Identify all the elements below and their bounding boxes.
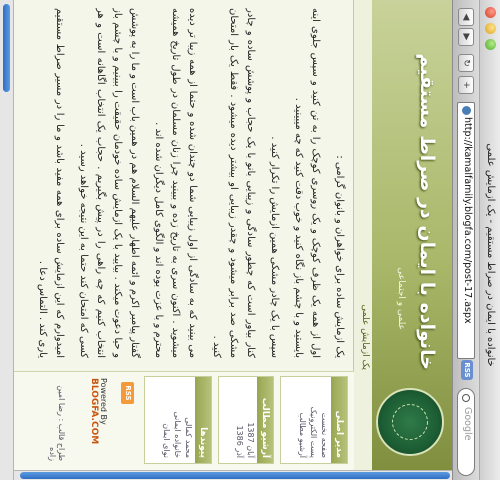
sidebar-link[interactable]: آرشیو مطالب	[298, 412, 307, 458]
rss-badge[interactable]: RSS	[121, 382, 134, 404]
vertical-scroll-thumb[interactable]	[20, 472, 450, 479]
sidebar-box-links	[144, 376, 212, 464]
sidebar-link[interactable]: نوای ایمان	[162, 423, 171, 458]
window-titlebar	[479, 0, 500, 480]
sidebar-box-title: آرشیو مطالب	[257, 377, 273, 463]
post-title-bar	[353, 0, 372, 470]
post-paragraph: یک ازمایش ساده برای خواهران و بانوان گرامی :	[334, 155, 345, 358]
back-button[interactable]: ◀	[458, 8, 474, 26]
sidebar-link[interactable]: صفحه نخست	[320, 412, 329, 458]
post-paragraph: می بینید که به سادگی از اول زیبایی شما دو چندان شده و حتما از همه زیبا تر دیده میشوید . اکنون سری به تاریخ زده و ببینید چرا زنان مسلمان در طول تاریخ همیشه محترم و با عزت بوده اند و الگوی کامل دیگران شده اند .	[153, 8, 198, 358]
post-paragraph: سپس با یک چادر مشکی همین ازمایش را تکرار کنید .	[269, 136, 280, 358]
address-text: http://kamalfamily.blogfa.com/post-17.aspx	[462, 117, 473, 324]
search-icon	[462, 394, 470, 402]
rss-feed-button[interactable]: RSS	[461, 360, 473, 380]
blog-subtitle: علمی و اجتماعی	[396, 267, 406, 330]
reload-button[interactable]: ↻	[458, 54, 474, 72]
powered-label: Powered By	[99, 378, 108, 425]
search-input[interactable]	[457, 388, 475, 476]
blog-logo-seal	[376, 388, 444, 456]
sidebar-box-archive	[218, 376, 274, 464]
sidebar-box-title: پیوندها	[195, 377, 211, 463]
sidebar-link[interactable]: محمد کمالی	[184, 417, 193, 458]
site-favicon-icon	[462, 106, 471, 115]
powered-brand: BLOGFA.COM	[89, 378, 99, 445]
close-window-button[interactable]	[485, 7, 496, 18]
minimize-window-button[interactable]	[485, 23, 496, 34]
horizontal-scrollbar[interactable]	[0, 0, 14, 480]
post-paragraph: گفتار پیامبر اکرم و ائمه اطهار علیهم السلام هم در همین باب است و ما را به پوشش و حیا دعوت میکند . بیایید با یک ازمایش ساده خودمان حقیقت را ببینیم و با چشم باز انتخاب کنیم که چه راهی را در پیش بگیریم . حجاب یک انتخاب اگاهانه است و هر کسی که امتحان کند حتما به این نتیجه خواهد رسید .	[78, 8, 140, 358]
zoom-window-button[interactable]	[485, 39, 496, 50]
sidebar-box-admin	[280, 376, 348, 464]
forward-button[interactable]: ▶	[458, 28, 474, 46]
sidebar-link[interactable]: پست الکترونیک	[309, 406, 318, 458]
blog-header	[372, 0, 452, 470]
blog-sidebar	[14, 371, 354, 470]
add-bookmark-button[interactable]: +	[458, 76, 474, 94]
address-bar[interactable]	[457, 102, 475, 359]
vertical-scrollbar[interactable]	[14, 470, 452, 480]
horizontal-scroll-thumb[interactable]	[3, 4, 10, 92]
blog-title[interactable]: خانواده با ایمان در صراط مستقیم	[416, 53, 438, 370]
window-title: خانواده با ایمان در صراط مستقیم - یک ازمایش علمی	[485, 143, 496, 367]
post-paragraph: امیدوارم که این ازمایش ساده برای همه مفید باشد و ما را در مسیر صراط مستقیم یاری کند . التماس دعا .	[37, 8, 65, 358]
page-content	[14, 0, 452, 470]
sidebar-link[interactable]: آبان 1387	[246, 422, 255, 458]
powered-by[interactable]	[89, 378, 108, 458]
sidebar-link[interactable]: خانواده ایمانی	[173, 411, 182, 458]
sidebar-box-title: مدیر اصلی	[331, 377, 347, 463]
post-paragraph: اول از همه یک ظرف کوچک و یک رو‌سری کوچک را به تن کنید و سپس جلوی اینه بایستید و با چشم باز نگاه کنید و خوب دقت کنید که چه میبینید .	[293, 8, 321, 358]
post-body	[18, 8, 348, 358]
post-title[interactable]: یک ازمایش علمی	[360, 304, 370, 370]
post-paragraph: کنار بیاور است که چطور سادگی و زیبایی بانو با یک حجاب و پوشش ساده و چادر مشکی صد برابر میشود و چقدر زیبایی او بیشتر دیده میشود . فقط یک بار امتحان کنید .	[211, 8, 256, 358]
search-placeholder: Google	[462, 407, 473, 441]
template-credit: طراح قالب : رضا امین زاده	[48, 385, 66, 461]
browser-toolbar	[452, 0, 479, 480]
sidebar-link[interactable]: آذر 1386	[235, 425, 244, 458]
